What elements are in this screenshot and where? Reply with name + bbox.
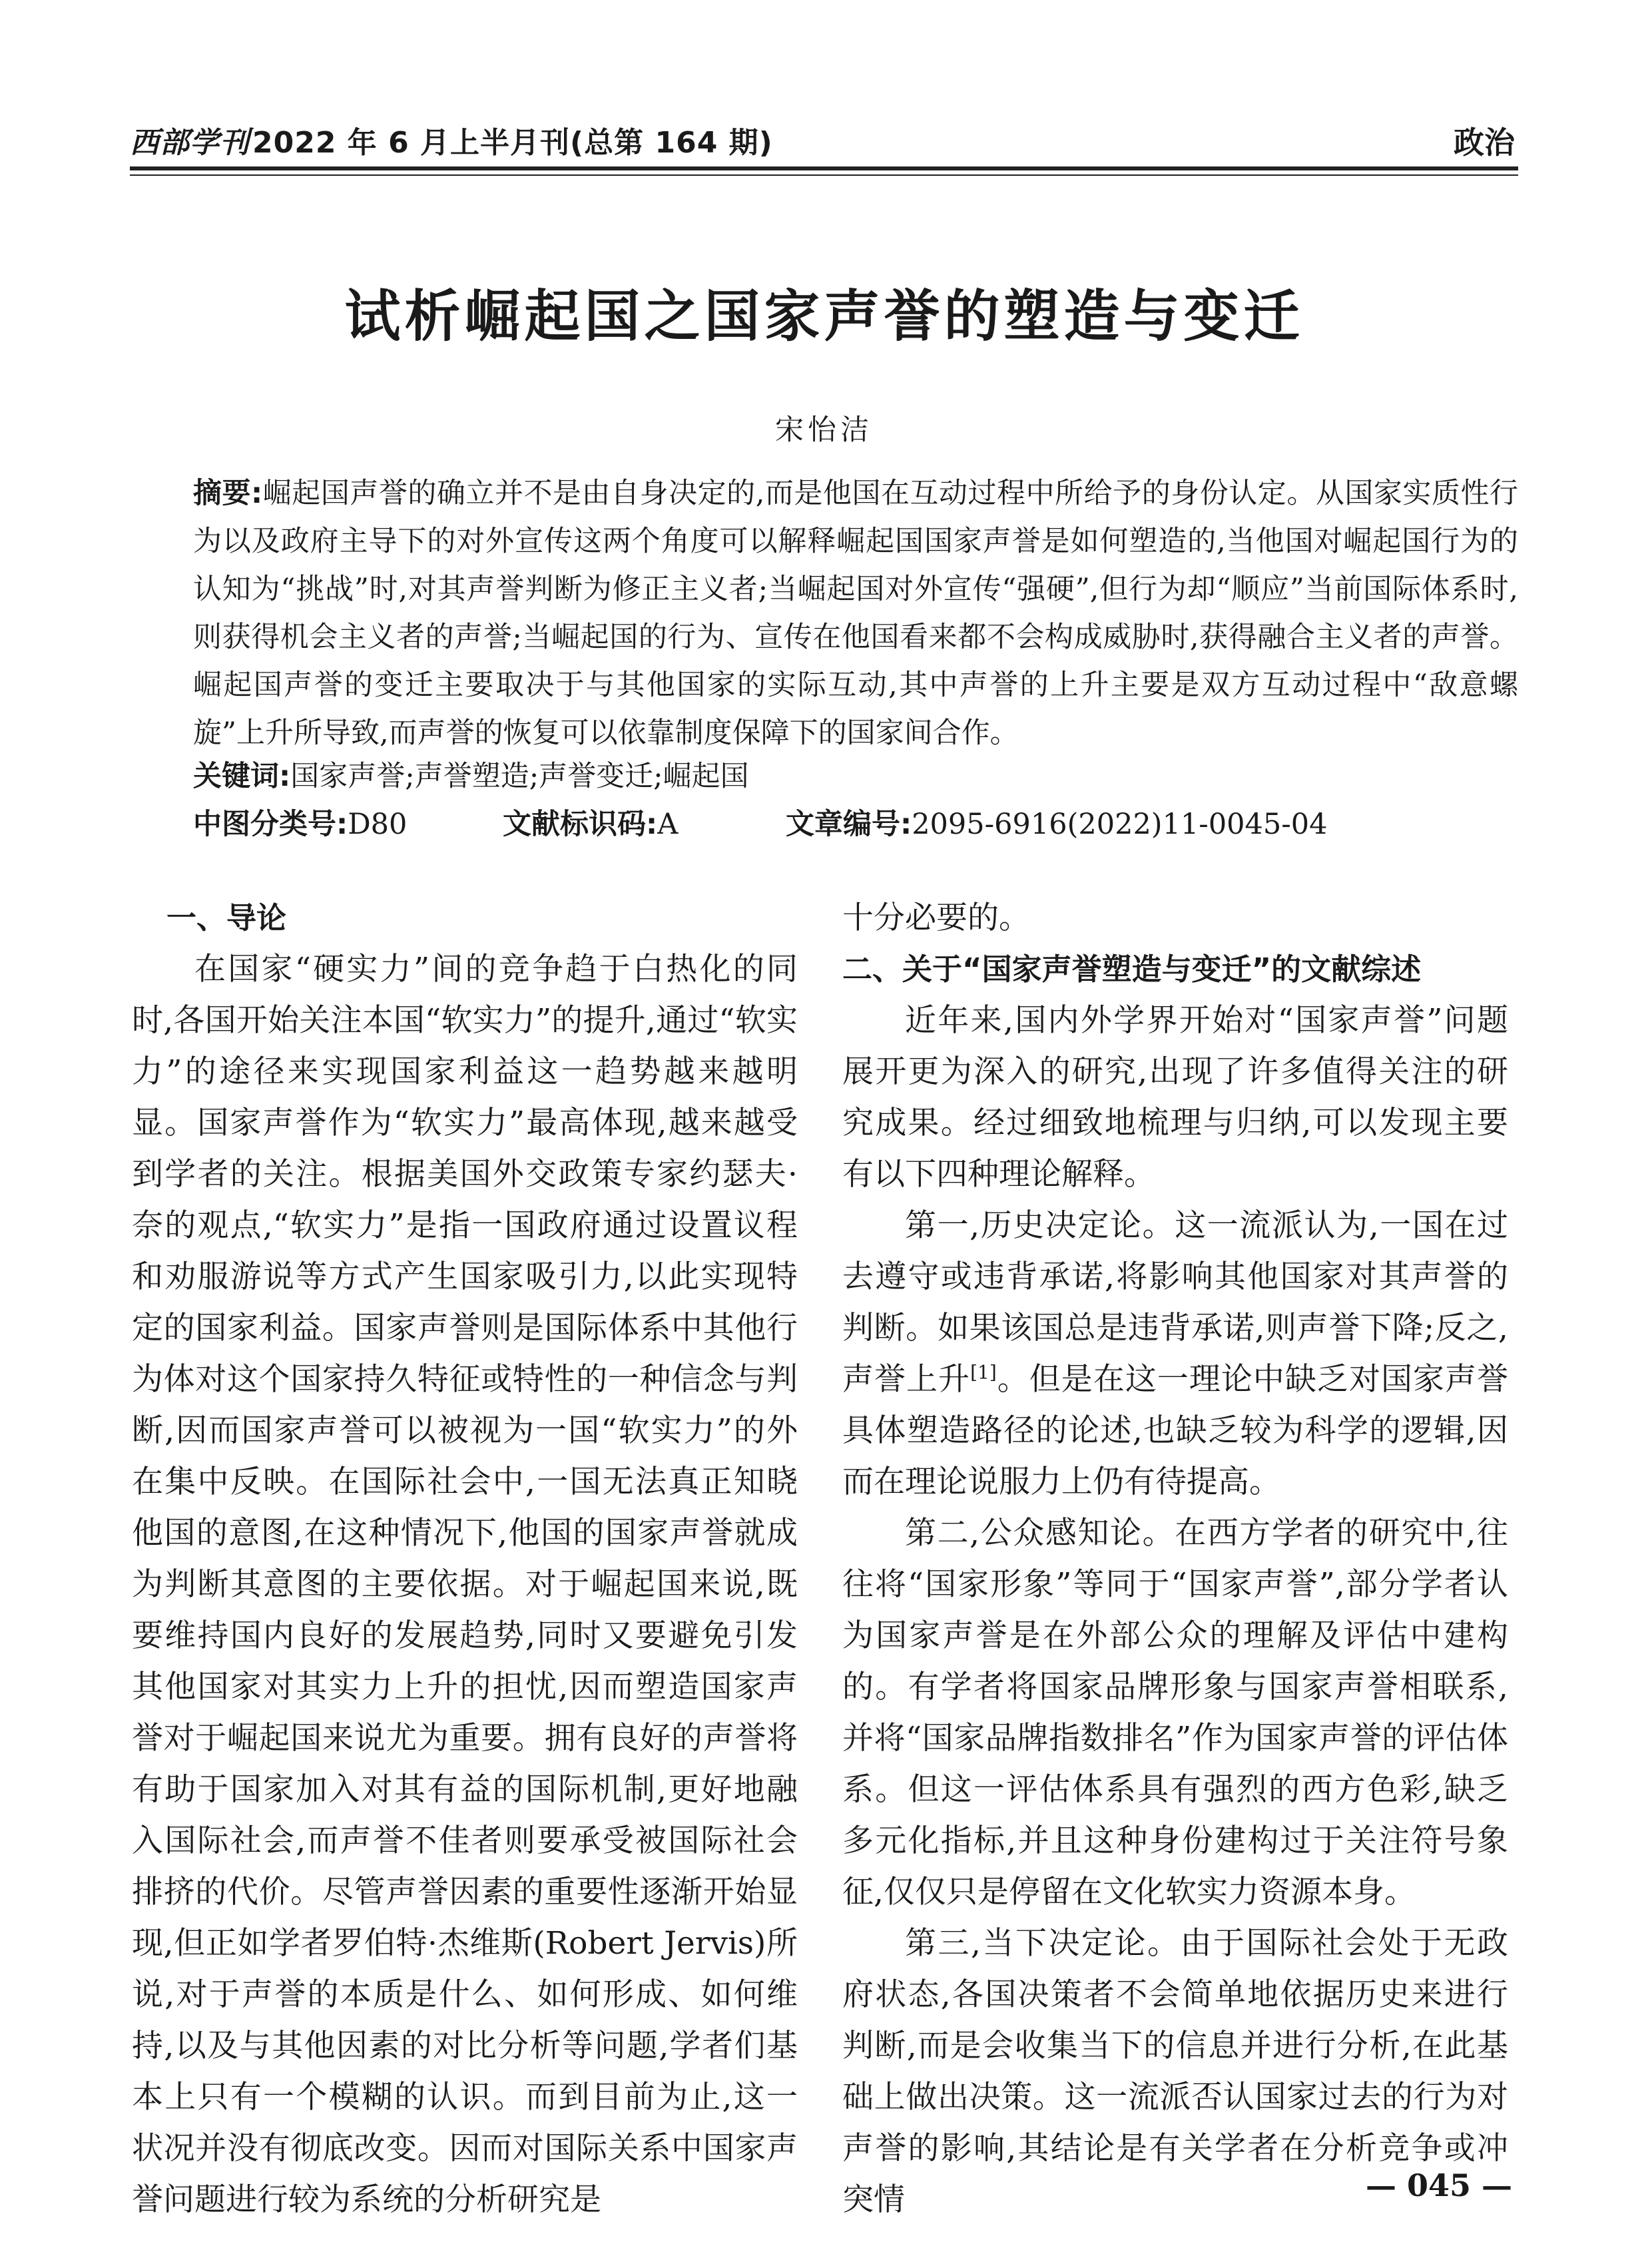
header-rule-thin — [130, 174, 1518, 176]
paragraph: 近年来,国内外学界开始对“国家声誉”问题展开更为深入的研究,出现了许多值得关注的研究成果。经过细致地梳理与归纳,可以发现主要有以下四种理论解释。 — [842, 1002, 1508, 1193]
paragraph: 第三,当下决定论。由于国际社会处于无政府状态,各国决策者不会简单地依据历史来进行判断,而是会收集当下的信息并进行分析,在此基础上做出决策。这一流派否认国家过去的行为对声誉的影响,其结论是有关学者在分析竞争或冲突情 — [842, 1925, 1508, 2218]
journal-logo: 西部学刊 — [130, 126, 250, 160]
paragraph: 在国家“硬实力”间的竞争趋于白热化的同时,各国开始关注本国“软实力”的提升,通过“软实力”的途径来实现国家利益这一趋势越来越明显。国家声誉作为“软实力”最高体现,越来越受到学者的关注。根据美国外交政策专家约瑟夫·奈的观点,“软实力”是指一国政府通过设置议程和劝服游说等方式产生国家吸引力,以此实现特定的国家利益。国家声誉则是国际体系中其他行为体对这个国家持久特征或特性的一种信念与判断,因而国家声誉可以被视为一国“软实力”的外在集中反映。在国际社会中,一国无法真正知晓他国的意图,在这种情况下,他国的国家声誉就成为判断其意图的主要依据。对于崛起国来说,既要维持国内良好的发展趋势,同时又要避免引发其他国家对其实力上升的担忧,因而塑造国家声誉对于崛起国来说尤为重要。拥有良好的声誉将有助于国家加入对其有益的国际机制,更好地融入国际社会,而声誉不佳者则要承受被国际社会排挤的代价。尽管声誉因素的重要性逐渐开始显现,但正如学者罗伯特·杰维斯(Robert Jervis)所说,对于声誉的本质是什么、如何形成、如何维持,以及与其他因素的对比分析等问题,学者们基本上只有一个模糊的认识。而到目前为止,这一状况并没有彻底改变。因而对国际关系中国家声誉问题进行较为系统的分析研究是 — [132, 951, 798, 2218]
paragraph: 第一,历史决定论。这一流派认为,一国在过去遵守或违背承诺,将影响其他国家对其声誉的判断。如果该国总是违背承诺,则声誉下降;反之,声誉上升[1]。但是在这一理论中缺乏对国家声誉具体塑造路径的论述,也缺乏较为科学的逻辑,因而在理论说服力上仍有待提高。 — [842, 1207, 1509, 1500]
running-header — [130, 112, 1515, 165]
clc-code: 中图分类号:D80 — [193, 808, 408, 841]
header-rule-thick — [130, 166, 1518, 170]
article-title: 试析崛起国之国家声誉的塑造与变迁 — [344, 283, 1304, 349]
abstract — [193, 469, 1518, 757]
keywords — [193, 752, 1518, 800]
column-left — [132, 892, 798, 2225]
citation-ref: [1] — [970, 1361, 997, 1384]
journal-issue — [130, 119, 773, 161]
article-number: 文章编号:2095-6916(2022)11-0045-04 — [786, 808, 1328, 841]
keywords-text: 国家声誉;声誉塑造;声誉变迁;崛起国 — [290, 760, 749, 793]
document-code: 文献标识码:A — [503, 808, 679, 841]
abstract-label: 摘要: — [193, 477, 263, 510]
paragraph: 第二,公众感知论。在西方学者的研究中,往往将“国家形象”等同于“国家声誉”,部分学者认为国家声誉是在外部公众的理解及评估中建构的。有学者将国家品牌形象与国家声誉相联系,并将“国家品牌指数排名”作为国家声誉的评估体系。但这一评估体系具有强烈的西方色彩,缺乏多元化指标,并且这种身份建构过于关注符号象征,仅仅只是停留在文化软实力资源本身。 — [842, 1515, 1508, 1910]
abstract-text: 崛起国声誉的确立并不是由自身决定的,而是他国在互动过程中所给予的身份认定。从国家实质性行为以及政府主导下的对外宣传这两个角度可以解释崛起国国家声誉是如何塑造的,当他国对崛起国行为的认知为“挑战”时,对其声誉判断为修正主义者;当崛起国对外宣传“强硬”,但行为却“顺应”当前国际体系时,则获得机会主义者的声誉;当崛起国的行为、宣传在他国看来都不会构成威胁时,获得融合主义者的声誉。崛起国声誉的变迁主要取决于与其他国家的实际互动,其中声誉的上升主要是双方互动过程中“敌意螺旋”上升所导致,而声誉的恢复可以依靠制度保障下的国家间合作。 — [193, 477, 1518, 750]
section-heading-2: 二、关于“国家声誉塑造与变迁”的文献综述 — [842, 952, 1422, 987]
page-number: — 045 — — [1365, 2167, 1512, 2203]
keywords-label: 关键词: — [193, 760, 291, 793]
section-label: 政治 — [1454, 125, 1515, 160]
issue-info: 2022 年 6 月上半月刊(总第 164 期) — [252, 126, 773, 160]
article-author: 宋怡洁 — [775, 414, 873, 447]
column-right — [842, 892, 1508, 2225]
section-heading-1: 一、导论 — [166, 900, 287, 936]
paragraph-continued: 十分必要的。 — [842, 900, 1030, 936]
